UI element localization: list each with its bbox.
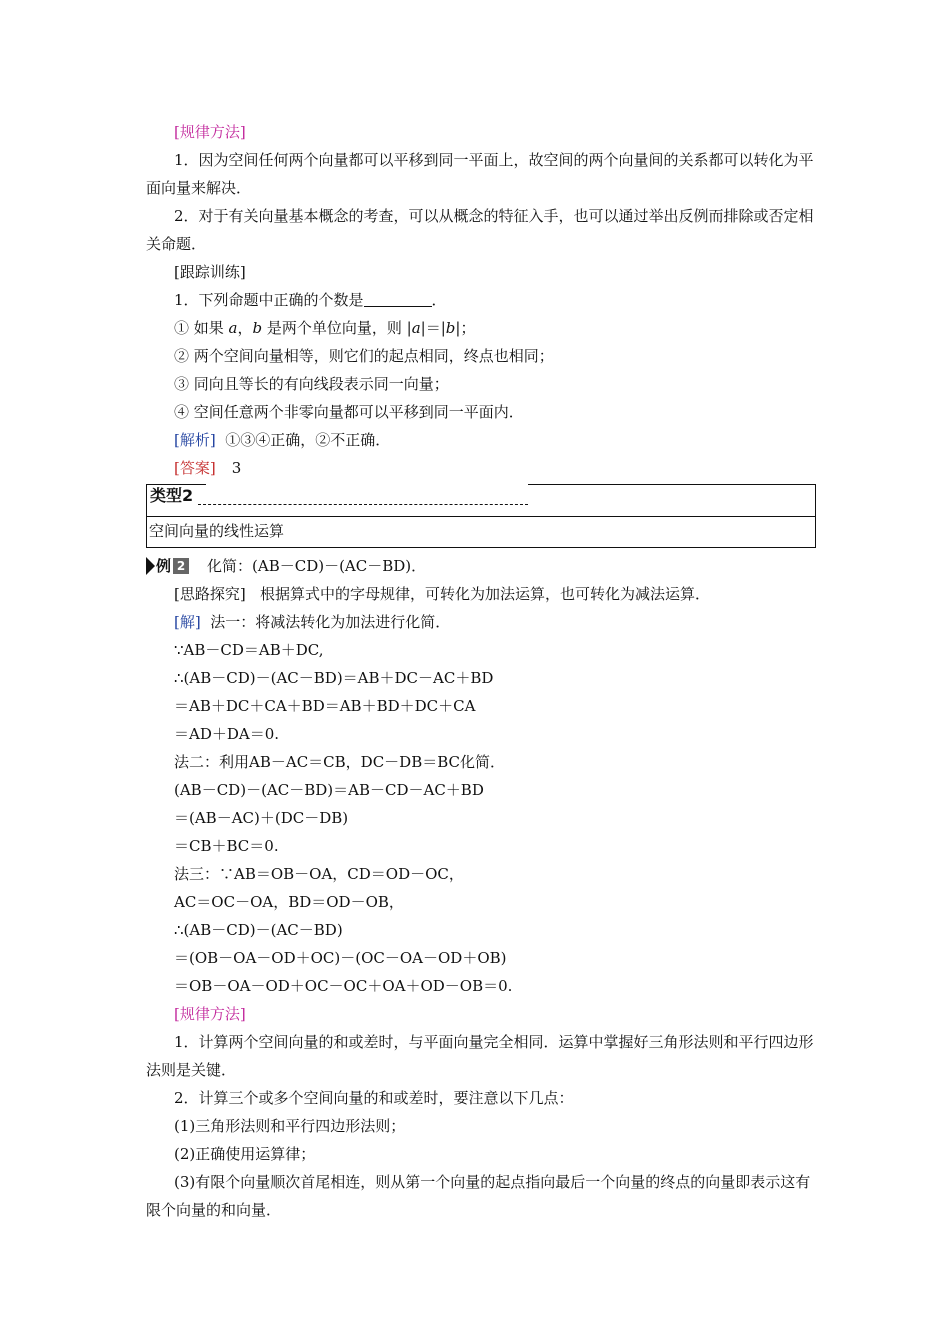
example-text: 化简：(AB－CD)－(AC－BD)．: [207, 557, 427, 575]
solution-step: ∴(AB－CD)－(AC－BD): [174, 921, 343, 939]
example-line: [146, 552, 816, 580]
type-header-box: [146, 484, 816, 548]
type-box-top-gap: [206, 483, 528, 485]
solution-text: 法一：将减法转化为加法进行化简．: [210, 613, 451, 631]
opt1-text-d: |＝|: [420, 319, 446, 337]
method2-item-1: (1)三角形法则和平行四边形法则；: [174, 1117, 406, 1135]
option-3: ③ 同向且等长的有向线段表示同一向量；: [174, 375, 449, 393]
triangle-icon: [146, 557, 155, 575]
example-number: 2: [173, 558, 189, 574]
method2-paragraph-1: 1．计算两个空间向量的和或差时，与平面向量完全相同．运算中掌握好三角形法则和平行四边形法则是关键．: [146, 1033, 814, 1079]
opt1-text-e: |；: [455, 319, 476, 337]
idea-text: 根据算式中的字母规律，可转化为加法运算，也可转化为减法运算．: [260, 585, 711, 603]
solution-step: ＝AD＋DA＝0.: [174, 725, 280, 743]
type-badge: 类型2: [150, 486, 194, 505]
var-a-abs: a: [411, 319, 421, 337]
solution-step: ＝(AB－AC)＋(DC－DB): [174, 809, 349, 827]
solution-step: ＝AB＋DC＋CA＋BD＝AB＋BD＋DC＋CA: [174, 697, 476, 715]
solution-line: [146, 608, 816, 636]
var-a: a: [228, 319, 238, 337]
type-box-dashed-line: [198, 504, 528, 505]
option-2: ② 两个空间向量相等，则它们的起点相同，终点也相同；: [174, 347, 554, 365]
var-b-abs: b: [445, 319, 456, 337]
question-line: [146, 286, 816, 314]
answer-line: [146, 454, 816, 482]
analysis-tag: [解析]: [174, 431, 216, 449]
solution-step: ∵AB－CD＝AB＋DC,: [174, 641, 324, 659]
answer-blank: [364, 290, 432, 307]
tracking-tag: [跟踪训练]: [174, 263, 246, 281]
solution-step: (AB－CD)－(AC－BD)＝AB－CD－AC＋BD: [174, 781, 484, 799]
opt1-text-a: ① 如果: [174, 319, 229, 337]
analysis-line: [146, 426, 816, 454]
method-paragraph-1: 1．因为空间任何两个向量都可以平移到同一平面上，故空间的两个向量间的关系都可以转化为平面向量来解决．: [146, 151, 814, 197]
example-badge: [146, 555, 189, 577]
solution-step: ＝(OB－OA－OD＋OC)－(OC－OA－OD＋OB): [174, 949, 507, 967]
solution-step: ＝CB＋BC＝0.: [174, 837, 279, 855]
opt1-text-b: ，: [237, 319, 253, 337]
method-tag: [规律方法]: [174, 123, 246, 141]
solution-step: 法三：∵AB＝OB－OA，CD＝OD－OC，: [174, 865, 464, 883]
option-4: ④ 空间任意两个非零向量都可以平移到同一平面内．: [174, 403, 524, 421]
idea-tag: [思路探究]: [174, 585, 246, 603]
solution-step: 法二：利用AB－AC＝CB，DC－DB＝BC化简．: [174, 753, 505, 771]
opt1-text-c: 是两个单位向量，则 |: [262, 319, 412, 337]
var-b: b: [252, 319, 263, 337]
method2-item-3: (3)有限个向量顺次首尾相连，则从第一个向量的起点指向最后一个向量的终点的向量即表示这有限个向量的和向量．: [146, 1173, 811, 1219]
solution-step: ∴(AB－CD)－(AC－BD)＝AB＋DC－AC＋BD: [174, 669, 494, 687]
answer-value: 3: [231, 459, 242, 477]
type-title: 空间向量的线性运算: [149, 522, 285, 540]
method-paragraph-2: 2．对于有关向量基本概念的考查，可以从概念的特征入手，也可以通过举出反例而排除或否定相关命题．: [146, 207, 814, 253]
answer-tag: [答案]: [174, 459, 216, 477]
method2-paragraph-2: 2．计算三个或多个空间向量的和或差时，要注意以下几点：: [174, 1089, 574, 1107]
document-page: [146, 118, 816, 1224]
solution-step: AC＝OC－OA，BD＝OD－OB，: [174, 893, 404, 911]
solution-tag: [解]: [174, 613, 201, 631]
method-tag-2: [规律方法]: [174, 1005, 246, 1023]
method2-item-2: (2)正确使用运算律；: [174, 1145, 316, 1163]
option-1: [146, 314, 816, 342]
analysis-text: ①③④正确，②不正确．: [225, 431, 391, 449]
question-suffix: ．: [431, 291, 447, 309]
example-badge-label: 例: [156, 557, 172, 575]
idea-line: [146, 580, 816, 608]
solution-step: ＝OB－OA－OD＋OC－OC＋OA＋OD－OB＝0.: [174, 977, 513, 995]
question-prefix: 1．下列命题中正确的个数是: [174, 291, 364, 309]
